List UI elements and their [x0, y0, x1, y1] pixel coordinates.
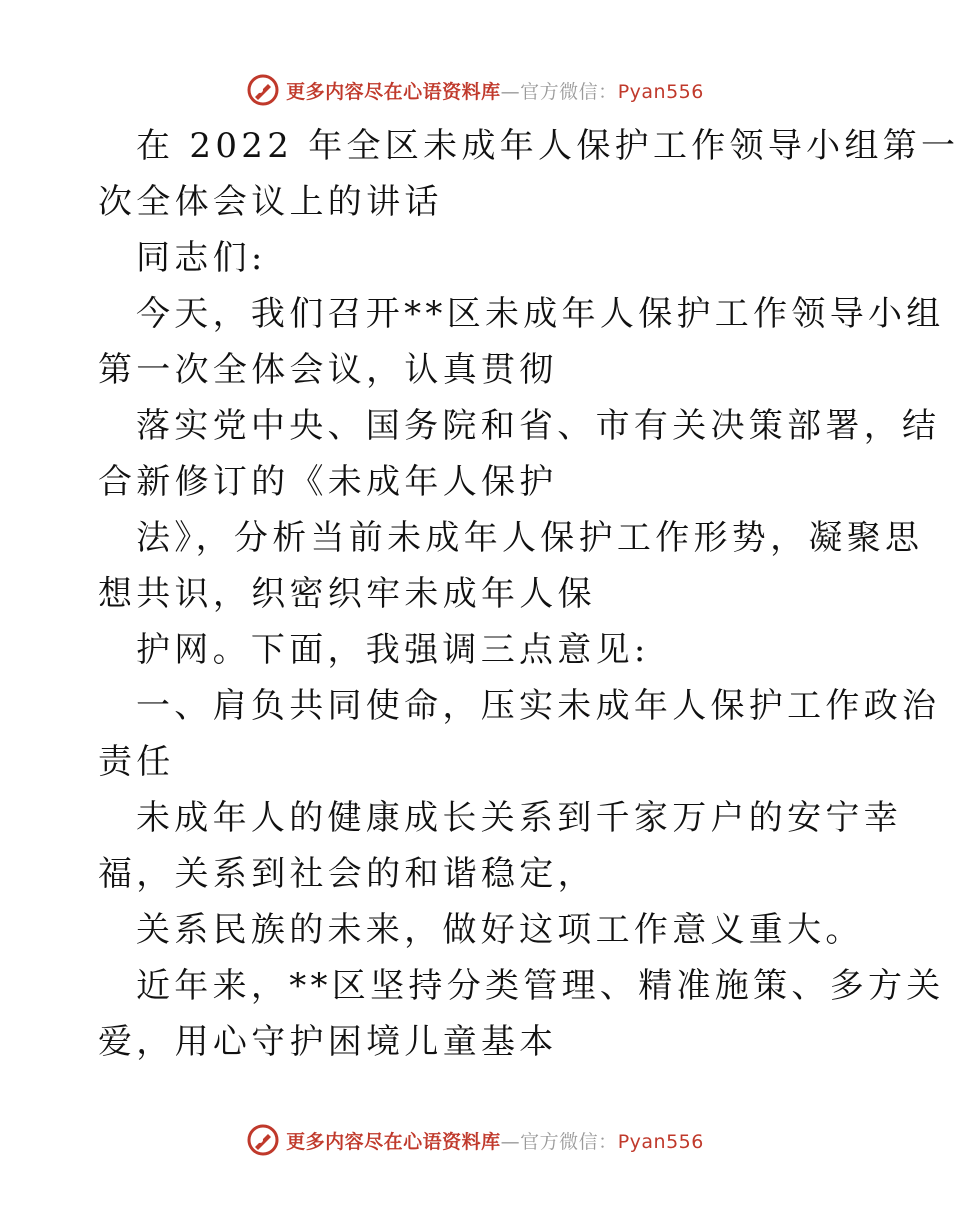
- text-line: 今天，我们召开**区未成年人保护工作领导小组: [136, 294, 945, 334]
- text-line: 福，关系到社会的和谐稳定，: [98, 854, 596, 894]
- watermark-id: Pyan556: [617, 80, 704, 103]
- pen-seal-icon: [246, 1123, 280, 1157]
- header-watermark: [0, 70, 950, 110]
- section-heading-line-2: 责任: [98, 742, 175, 782]
- watermark-id: Pyan556: [617, 1130, 704, 1153]
- title-line-1: 在 2022 年全区未成年人保护工作领导小组第一: [136, 126, 959, 166]
- watermark-brand: 更多内容尽在心语资料库: [286, 80, 501, 103]
- text-line: 想共识，织密织牢未成年人保: [98, 574, 596, 614]
- text-line: 未成年人的健康成长关系到千家万户的安宁幸: [136, 798, 902, 838]
- pen-seal-icon: [246, 73, 280, 107]
- watermark-brand: 更多内容尽在心语资料库: [286, 1130, 501, 1153]
- watermark-text: [286, 1127, 704, 1154]
- salutation: 同志们:: [136, 238, 267, 278]
- watermark-label: 官方微信：: [520, 80, 618, 103]
- title-line-2: 次全体会议上的讲话: [98, 182, 443, 222]
- watermark-label: 官方微信：: [520, 1130, 618, 1153]
- text-line: 落实党中央、国务院和省、市有关决策部署，结: [136, 406, 941, 446]
- document-body: [98, 118, 959, 1070]
- text-line: 法》，分析当前未成年人保护工作形势，凝聚思: [136, 518, 924, 558]
- text-line: 爱，用心守护困境儿童基本: [98, 1022, 558, 1062]
- text-line: 护网。下面，我强调三点意见:: [136, 630, 650, 670]
- watermark-dash: —: [500, 80, 521, 103]
- text-line: 合新修订的《未成年人保护: [98, 462, 558, 502]
- watermark-text: [286, 77, 704, 104]
- watermark-dash: —: [500, 1130, 521, 1153]
- text-line: 近年来，**区坚持分类管理、精准施策、多方关: [136, 966, 945, 1006]
- footer-watermark: [0, 1120, 950, 1160]
- text-line: 第一次全体会议，认真贯彻: [98, 350, 558, 390]
- text-line: 关系民族的未来，做好这项工作意义重大。: [136, 910, 864, 950]
- section-heading-line-1: 一、肩负共同使命，压实未成年人保护工作政治: [136, 686, 941, 726]
